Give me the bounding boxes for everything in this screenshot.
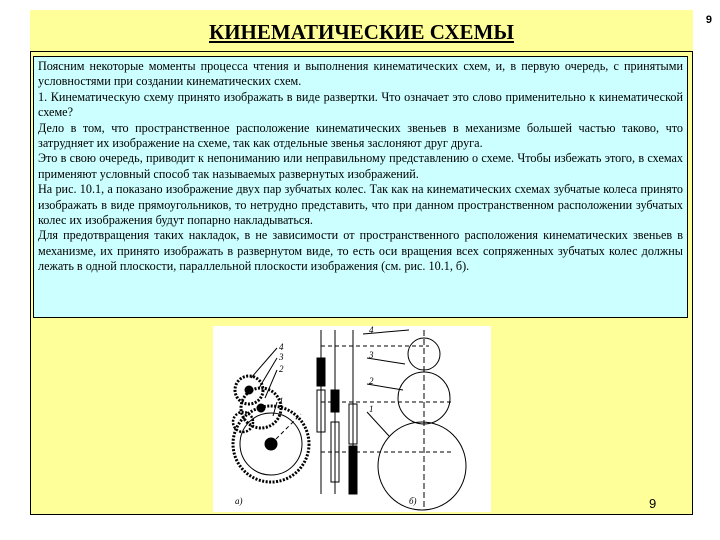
paragraph: На рис. 10.1, а показано изображение двух пар зубчатых колес. Так как на кинематических схемах зубчатые колеса принято изображать в виде прямоугольников, то нетрудно представить, что при данном пространственном расположении зубчатых колес их изображения будут попарно накладываться.: [38, 182, 683, 228]
slide-number: 9: [649, 496, 657, 511]
text-block: [33, 56, 688, 318]
paragraph: Это в свою очередь, приводит к непониманию или неправильному представлению о схеме. Чтобы избежать этого, в схемах применяют условный способ так называемых развернутых изображений.: [38, 151, 683, 181]
paragraph: Поясним некоторые моменты процесса чтения и выполнения кинематических схем, и, в первую очередь, с принятыми условностями при создании кинематических схем.: [38, 59, 683, 89]
slide-title: КИНЕМАТИЧЕСКИЕ СХЕМЫ: [208, 20, 515, 44]
callout-label: 4: [279, 342, 284, 352]
callout-label: 2: [369, 376, 374, 386]
corner-page-number: 9: [705, 14, 712, 26]
callout-label: 4: [369, 326, 374, 335]
callout-label: 1: [369, 404, 374, 414]
figure-label-b: б): [409, 496, 417, 506]
callout-label: 3: [279, 352, 284, 362]
title-bar: [30, 10, 693, 52]
paragraph: 1. Кинематическую схему принято изображать в виде развертки. Что означает это слово применительно к кинематической схеме?: [38, 89, 683, 120]
paragraph: Дело в том, что пространственное расположение кинематических звеньев в механизме большей частью таково, что затрудняет их изображение на схеме, так как отдельные звенья заслоняют друг друга.: [38, 120, 683, 151]
gear-isometric-view: [233, 348, 309, 482]
callout-label: 2: [279, 364, 284, 374]
callout-label: 1: [279, 396, 284, 406]
gear-figure: [213, 326, 491, 512]
paragraph: Для предотвращения таких накладок, в не зависимости от пространственного расположения кинематических звеньев в механизме, их принято изображать в развернутом виде, то есть оси вращения всех сопряженных зубчатых колес должны лежать в одной плоскости, параллельной плоскости изображения (см. рис. 10.1, б).: [38, 228, 683, 274]
gear-schematic-view: [317, 330, 466, 510]
callout-label: 3: [369, 350, 374, 360]
gear-drawing: [213, 326, 491, 512]
figure-label-a: а): [235, 496, 243, 506]
